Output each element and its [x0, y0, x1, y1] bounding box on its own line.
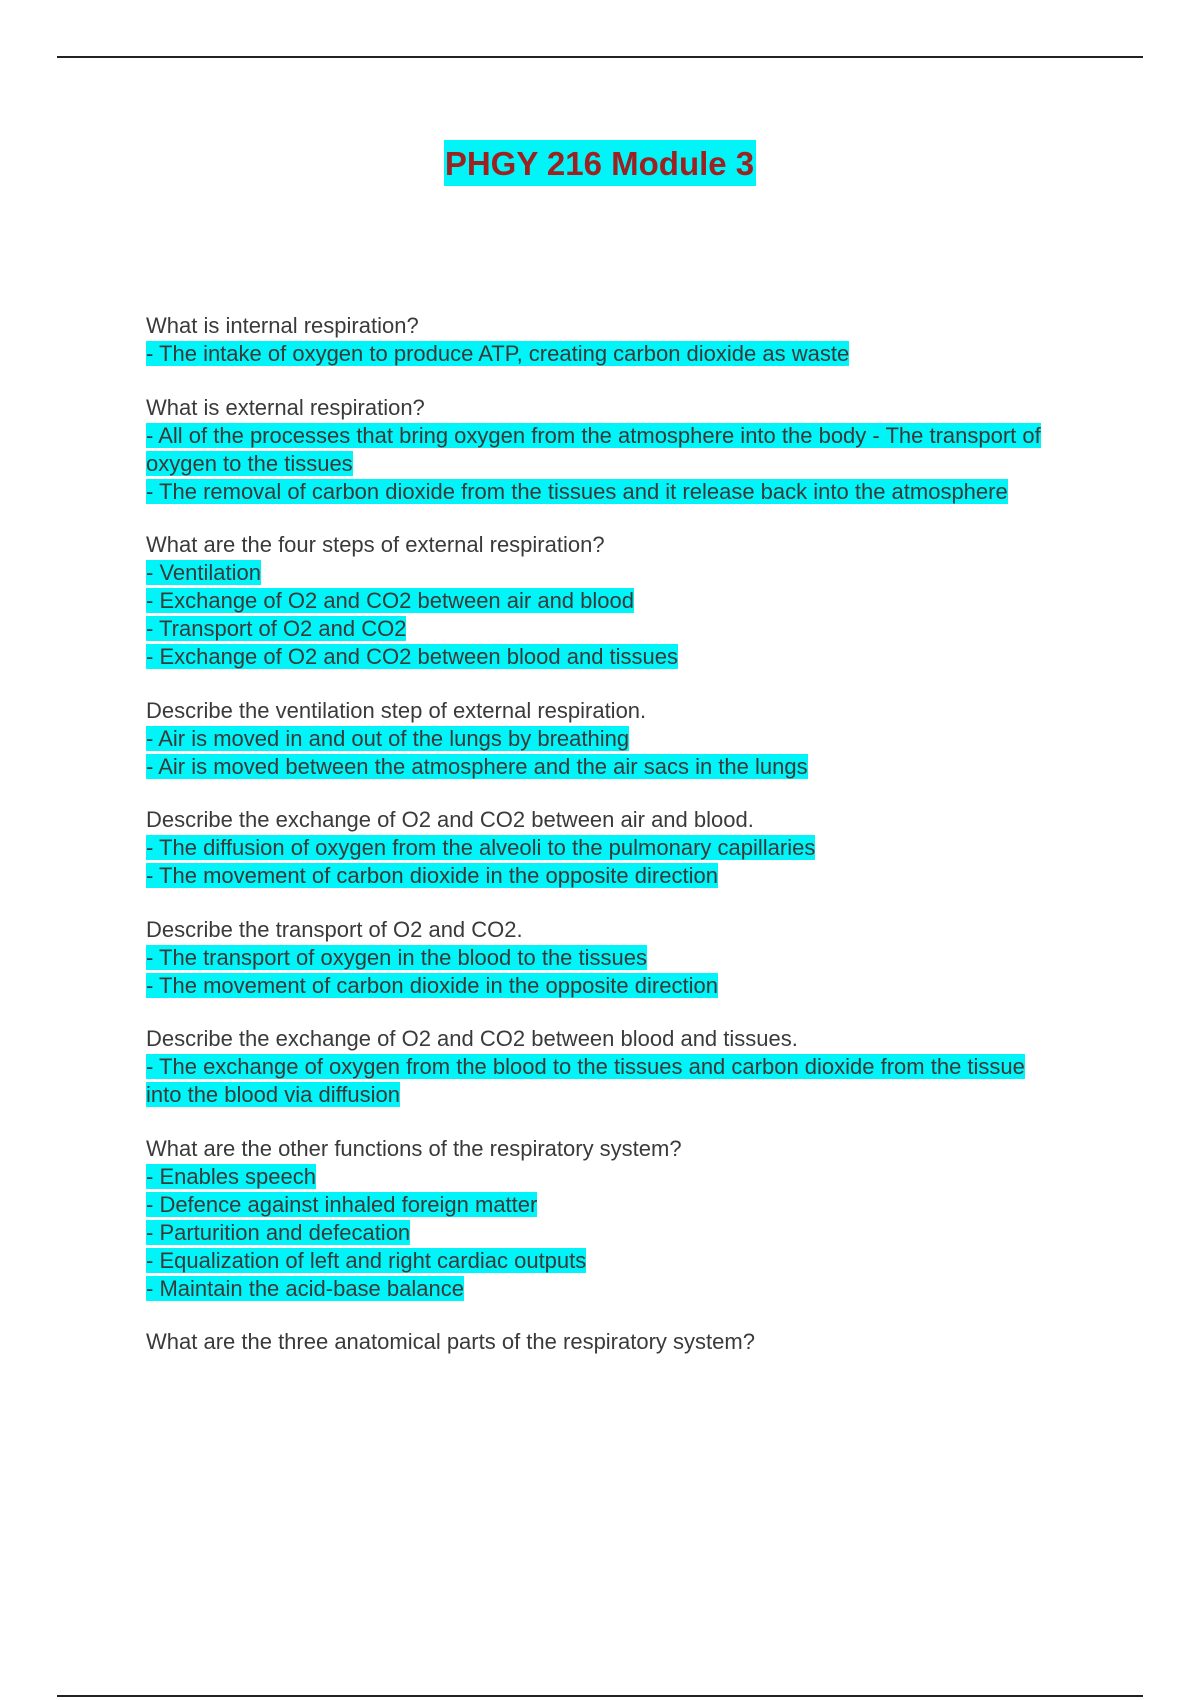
question-text: What is external respiration?: [146, 394, 425, 420]
question-text: Describe the exchange of O2 and CO2 between air and blood.: [146, 807, 754, 832]
question-text: What is internal respiration?: [146, 313, 419, 338]
qa-item: [146, 697, 1046, 781]
answer-line: [146, 615, 1046, 643]
qa-item: [146, 531, 1046, 671]
qa-item: [146, 1135, 1046, 1303]
qa-item: [146, 312, 1046, 368]
highlighted-answer: - All of the processes that bring oxygen from the atmosphere into the body - The transport of oxygen to the tissues: [146, 422, 1041, 476]
answer-line: [146, 834, 1046, 862]
highlighted-answer: - Exchange of O2 and CO2 between air and blood: [146, 588, 634, 613]
qa-item: [146, 1025, 1046, 1109]
question-text: Describe the ventilation step of external respiration.: [146, 697, 647, 723]
answer-line: [146, 478, 1046, 506]
bottom-rule: [57, 1695, 1143, 1697]
highlighted-answer: - Parturition and defecation: [146, 1219, 411, 1245]
top-rule: [57, 56, 1143, 58]
answer-line: [146, 1163, 1046, 1191]
highlighted-answer: - The diffusion of oxygen from the alveoli to the pulmonary capillaries: [146, 835, 816, 860]
highlighted-answer: - Enables speech: [146, 1163, 316, 1189]
question-text: Describe the transport of O2 and CO2.: [146, 916, 523, 942]
qa-item: [146, 806, 1046, 890]
highlighted-answer: - Equalization of left and right cardiac outputs: [146, 1247, 587, 1273]
answer-line: [146, 1275, 1046, 1303]
question-text: What are the three anatomical parts of the respiratory system?: [146, 1329, 755, 1354]
qa-item: [146, 1328, 1046, 1356]
answer-line: [146, 753, 1046, 781]
answer-line: [146, 643, 1046, 671]
answer-line: [146, 587, 1046, 615]
answer-line: [146, 422, 1046, 478]
answer-line: [146, 340, 1046, 368]
highlighted-answer: - Air is moved between the atmosphere and the air sacs in the lungs: [146, 753, 808, 779]
qa-item: [146, 394, 1046, 506]
question-text: What are the four steps of external respiration?: [146, 532, 605, 557]
qa-item: [146, 916, 1046, 1000]
highlighted-answer: - Air is moved in and out of the lungs by breathing: [146, 725, 630, 751]
highlighted-answer: - Ventilation: [146, 560, 261, 585]
question-text: What are the other functions of the respiratory system?: [146, 1135, 682, 1161]
document-title: PHGY 216 Module 3: [444, 140, 756, 186]
question-text: Describe the exchange of O2 and CO2 between blood and tissues.: [146, 1026, 798, 1051]
highlighted-answer: - The removal of carbon dioxide from the tissues and it release back into the atmosphere: [146, 478, 1008, 504]
title-container: [0, 140, 1200, 186]
highlighted-answer: - Defence against inhaled foreign matter: [146, 1191, 538, 1217]
answer-line: [146, 559, 1046, 587]
highlighted-answer: - Transport of O2 and CO2: [146, 616, 407, 641]
highlighted-answer: - The transport of oxygen in the blood to the tissues: [146, 944, 648, 970]
answer-line: [146, 944, 1046, 972]
answer-line: [146, 1219, 1046, 1247]
highlighted-answer: - The movement of carbon dioxide in the opposite direction: [146, 972, 718, 998]
highlighted-answer: - The intake of oxygen to produce ATP, creating carbon dioxide as waste: [146, 341, 850, 366]
highlighted-answer: - The exchange of oxygen from the blood to the tissues and carbon dioxide from the tissue into the blood via diffusion: [146, 1054, 1025, 1107]
answer-line: [146, 972, 1046, 1000]
answer-line: [146, 1191, 1046, 1219]
highlighted-answer: - Exchange of O2 and CO2 between blood and tissues: [146, 644, 679, 669]
answer-line: [146, 1053, 1046, 1109]
highlighted-answer: - Maintain the acid-base balance: [146, 1275, 464, 1301]
answer-line: [146, 1247, 1046, 1275]
qa-list: [146, 312, 1046, 1382]
answer-line: [146, 725, 1046, 753]
answer-line: [146, 862, 1046, 890]
highlighted-answer: - The movement of carbon dioxide in the opposite direction: [146, 863, 718, 888]
